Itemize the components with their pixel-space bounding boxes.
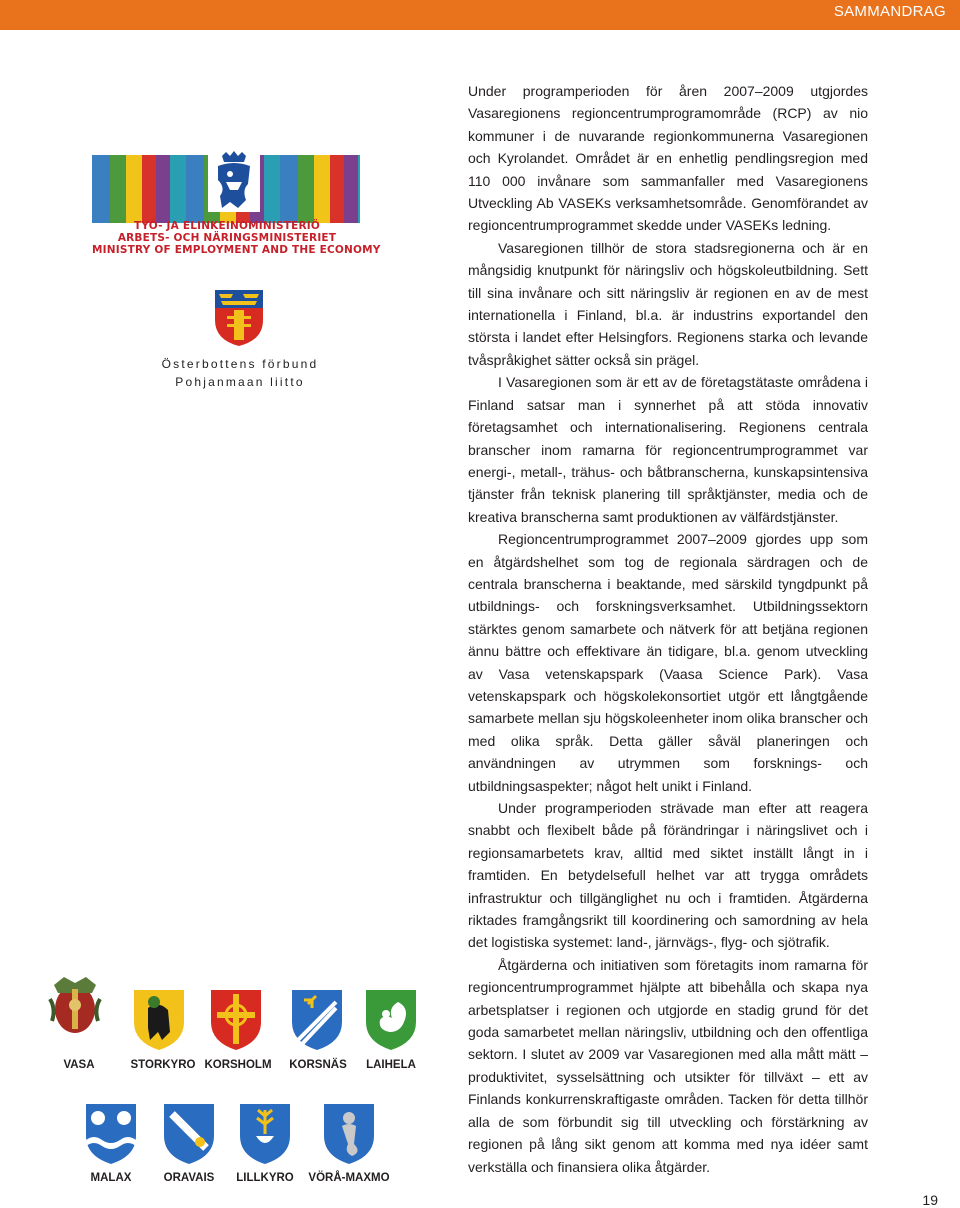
paragraph-5: Under programperioden strävade man efter att reagera snabbt och flexibelt både på förändringar i näringslivet och i regionsamarbetets krav, alltid med siktet inställt långt in i framtiden. En betydelsefull helhet var att trygga områdets infrastruktur och tillgänglighet nu och i framtiden. Åtgärderna riktades framgångsrikt till koordinering och samordning av hela det logistiska systemet: land-, järnvägs-, flyg- och sjötrafik. bbox=[468, 800, 868, 951]
municipality-label-korsholm: KORSHOLM bbox=[204, 1059, 272, 1071]
laihela-coat-of-arms-icon bbox=[364, 988, 418, 1052]
municipality-label-lillkyro: LILLKYRO bbox=[236, 1172, 294, 1184]
municipality-label-malax: MALAX bbox=[90, 1172, 132, 1184]
municipality-label-vora-maxmo: VÖRÅ-MAXMO bbox=[308, 1172, 390, 1184]
lion-emblem-icon bbox=[208, 150, 260, 212]
section-title: SAMMANDRAG bbox=[833, 3, 946, 20]
municipality-label-vasa: VASA bbox=[63, 1059, 95, 1071]
region-org-name-fi: Pohjanmaan liitto bbox=[175, 375, 305, 389]
korsnas-coat-of-arms-icon bbox=[290, 988, 344, 1052]
oravais-coat-of-arms-icon bbox=[162, 1102, 216, 1166]
section-header-bar bbox=[0, 0, 960, 30]
paragraph-6: Åtgärderna och initiativen som företagits inom ramarna för regioncentrumprogrammet hjälpte att bibehålla och skapa nya arbetsplatser i regionen och utgjorde en stadig grund för det goda samarbetet mellan näringsliv, utbildning och den offentliga sektorn. I slutet av 2009 var Vasaregionen med alla mått mätt – produktivitet, sysselsättning och utsikter för tillväxt – ett av Finlands konkurrenskraftigaste områden. Tacken för detta tillhör alla de som förbundit sig till utveckling och förstärkning av regionen på lång sikt genom att komma med nya idéer samt verkställa och finansiera olika åtgärder. bbox=[468, 956, 868, 1175]
lillkyro-coat-of-arms-icon bbox=[238, 1102, 292, 1166]
page-number: 19 bbox=[922, 1192, 938, 1208]
vora-maxmo-coat-of-arms-icon bbox=[322, 1102, 376, 1166]
malax-coat-of-arms-icon bbox=[84, 1102, 138, 1166]
municipality-label-korsnas: KORSNÄS bbox=[289, 1059, 347, 1071]
ministry-name-en: MINISTRY OF EMPLOYMENT AND THE ECONOMY bbox=[92, 244, 381, 256]
ministry-name-sv: ARBETS- OCH NÄRINGSMINISTERIET bbox=[117, 232, 337, 244]
paragraph-3: I Vasaregionen som är ett av de företagstätaste områdena i Finland satsar man i synnerhet på att stöda innovativ företagsamhet och internationalisering. Regionens centrala branscher inom ramarna för regioncentrumprogrammet var energi-, metall-, trähus- och båtbranscherna, kunskapsintensiva tjänster från teknisk planering till språktjänster, media och de kreativa branscherna samt produktionen av välfärdstjänster. bbox=[468, 374, 868, 525]
vasa-coat-of-arms-icon bbox=[48, 975, 102, 1039]
municipality-label-oravais: ORAVAIS bbox=[163, 1172, 215, 1184]
paragraph-2: Vasaregionen tillhör de stora stadsregionerna och är en mångsidig knutpunkt för näringsliv och högskoleutbildning. Sett till sina invånare och sitt näringsliv är regionen en av de mest internationella i Finland, bl.a. är industrins exportandel den största i landet efter Helsingfors. Regionens starka och levande tvåspråkighet sätter också sin prägel. bbox=[468, 239, 868, 368]
storkyro-coat-of-arms-icon bbox=[132, 988, 186, 1052]
paragraph-1: Under programperioden för åren 2007–2009 utgjordes Vasaregionens regioncentrumprogramområde (RCP) av nio kommuner i de nuvarande regionkommunerna Vasaregionen och Kyrolandet. Området är en enhetlig pendlingsregion med 110 000 invånare som sammanfaller med Vasaregionens Utveckling Ab VASEKs verksamhetsområde. Genomförandet av regioncentrumprogrammet skedde under VASEKs ledning. bbox=[468, 83, 868, 234]
municipality-label-storkyro: STORKYRO bbox=[130, 1059, 196, 1071]
body-text bbox=[468, 80, 868, 1178]
region-coat-of-arms-icon bbox=[213, 288, 265, 348]
korsholm-coat-of-arms-icon bbox=[209, 988, 263, 1052]
ministry-name-fi: TYÖ- JA ELINKEINOMINISTERIÖ bbox=[134, 220, 320, 232]
region-org-name-sv: Österbottens förbund bbox=[161, 357, 319, 371]
municipality-label-laihela: LAIHELA bbox=[366, 1059, 416, 1071]
paragraph-4: Regioncentrumprogrammet 2007–2009 gjordes upp som en åtgärdshelhet som tog de regionala särdragen och de centrala branscherna i beaktande, med särskild tyngdpunkt på utbildnings- och forskningsverksamhet. Utbildningssektorn stärktes genom samarbete och nätverk för att betjäna regionen ännu bättre och effektivare än tidigare, bl.a. genom utveckling av Vasa vetenskapspark (Vaasa Science Park). Vasa vetenskapspark och högskolekonsortiet utgör ett långtgående samarbete mellan sju högskoleenheter inom olika branscher och med olika språk. Detta gäller såväl planeringen och användningen av utrymmen som forsknings- och utbildningsaspekter; något helt unikt i Finland. bbox=[468, 531, 868, 794]
